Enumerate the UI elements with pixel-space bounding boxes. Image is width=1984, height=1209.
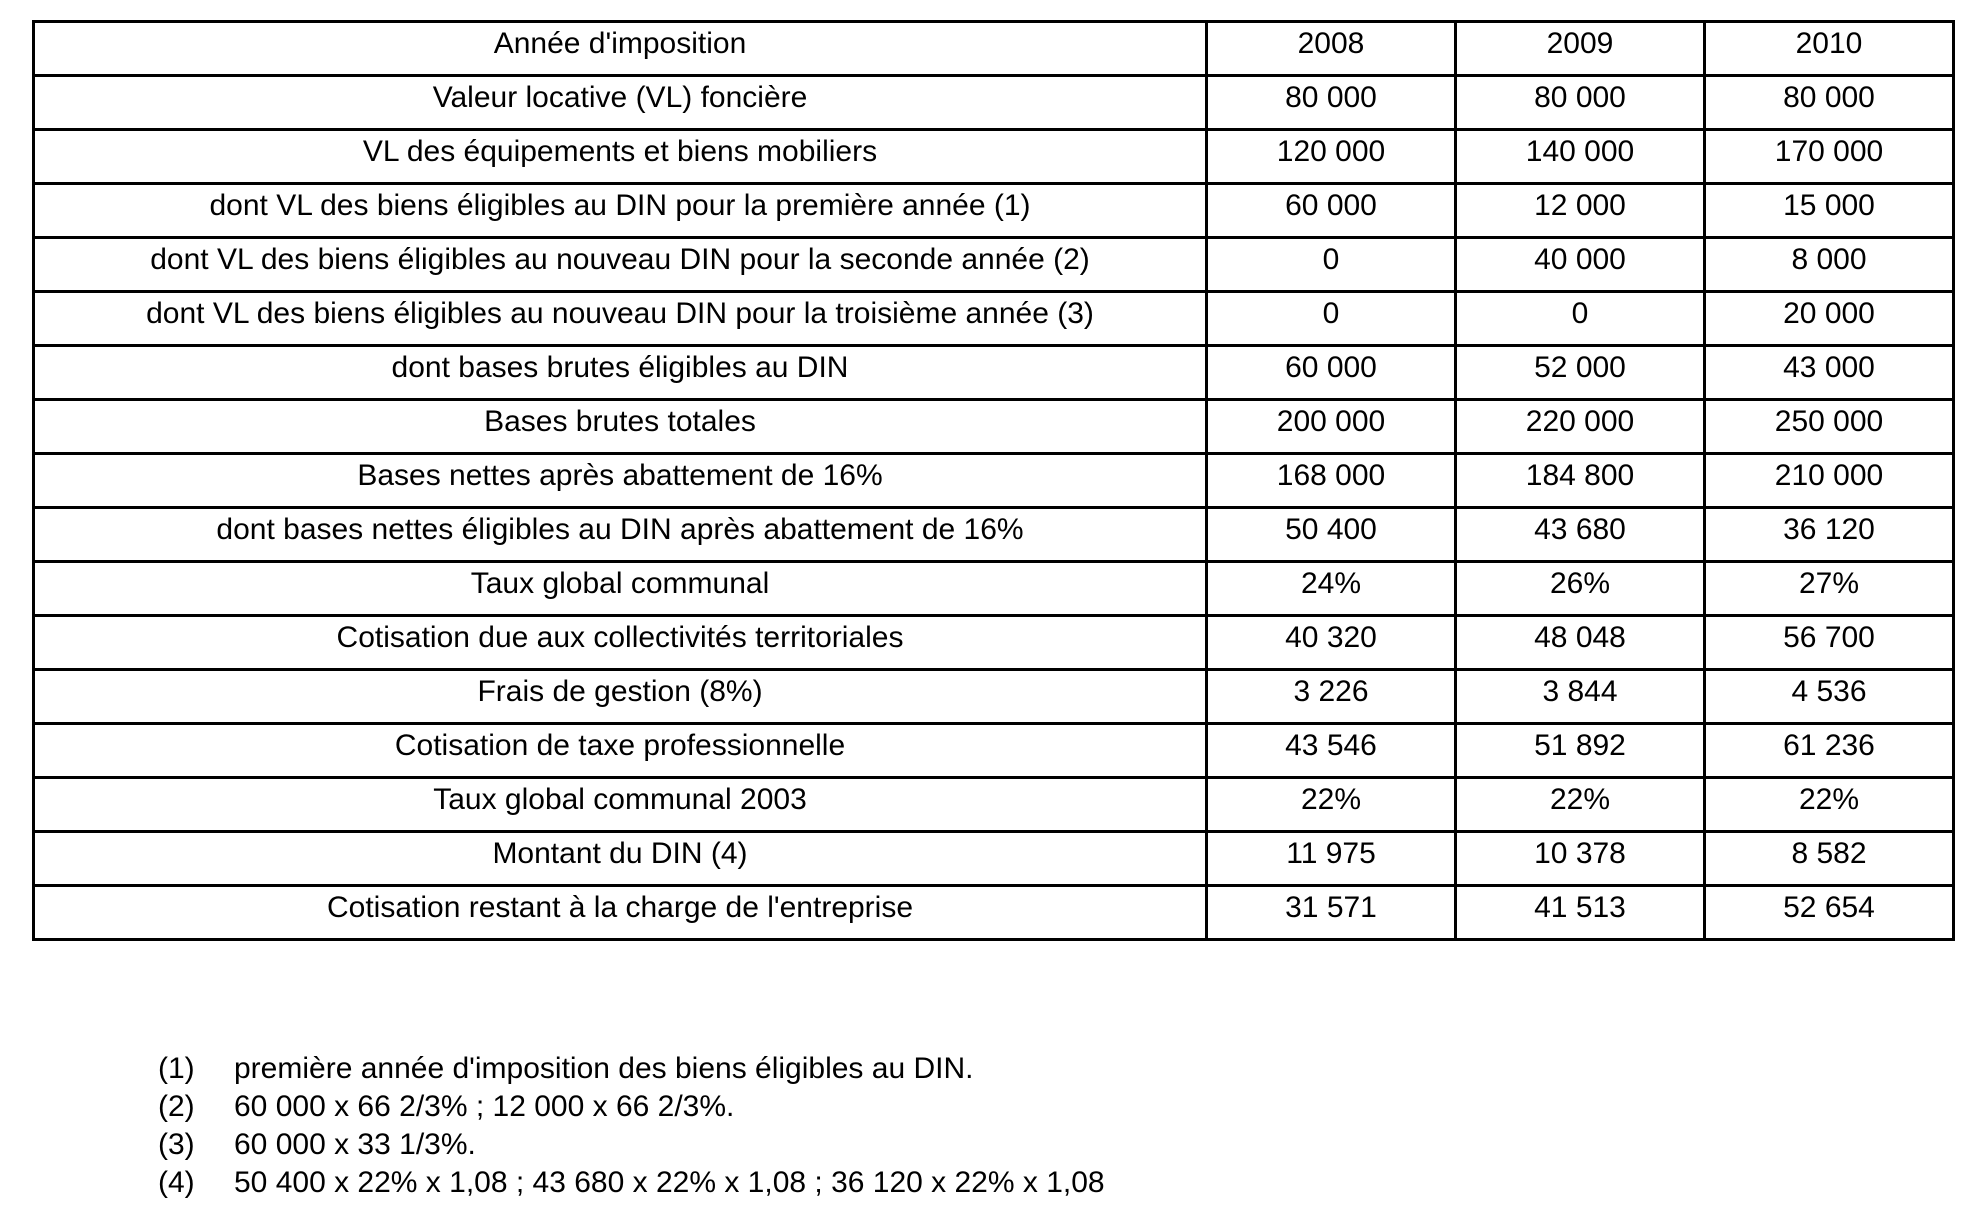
header-year-cell: 2009 [1456,22,1705,76]
row-label-cell: Taux global communal [34,562,1207,616]
value-cell: 80 000 [1705,76,1954,130]
value-cell: 41 513 [1456,886,1705,940]
row-label-cell: Bases brutes totales [34,400,1207,454]
value-cell: 56 700 [1705,616,1954,670]
value-cell: 4 536 [1705,670,1954,724]
value-cell: 250 000 [1705,400,1954,454]
table-row [34,724,1954,778]
table-row [34,886,1954,940]
footnote-number: (2) [158,1090,195,1123]
value-cell: 80 000 [1456,76,1705,130]
footnote [158,1126,1918,1164]
tax-calculation-table [32,20,1955,941]
row-label-cell: dont VL des biens éligibles au nouveau DIN pour la troisième année (3) [34,292,1207,346]
footnote-text: 60 000 x 33 1/3%. [234,1128,476,1161]
header-label-cell: Année d'imposition [34,22,1207,76]
value-cell: 43 680 [1456,508,1705,562]
value-cell: 220 000 [1456,400,1705,454]
footnote-number: (4) [158,1166,195,1199]
value-cell: 170 000 [1705,130,1954,184]
row-label-cell: dont VL des biens éligibles au nouveau DIN pour la seconde année (2) [34,238,1207,292]
value-cell: 43 000 [1705,346,1954,400]
value-cell: 80 000 [1207,76,1456,130]
value-cell: 200 000 [1207,400,1456,454]
value-cell: 51 892 [1456,724,1705,778]
row-label-cell: Cotisation due aux collectivités territoriales [34,616,1207,670]
value-cell: 52 000 [1456,346,1705,400]
table-row [34,184,1954,238]
value-cell: 31 571 [1207,886,1456,940]
value-cell: 3 226 [1207,670,1456,724]
row-label-cell: Cotisation de taxe professionnelle [34,724,1207,778]
value-cell: 48 048 [1456,616,1705,670]
value-cell: 3 844 [1456,670,1705,724]
row-label-cell: dont bases nettes éligibles au DIN après abattement de 16% [34,508,1207,562]
footnote-text: 60 000 x 66 2/3% ; 12 000 x 66 2/3%. [234,1090,735,1123]
footnotes [158,1050,1918,1202]
footnote-number: (1) [158,1052,195,1085]
footnote [158,1050,1918,1088]
row-label-cell: Montant du DIN (4) [34,832,1207,886]
header-year-cell: 2008 [1207,22,1456,76]
table-row [34,292,1954,346]
row-label-cell: VL des équipements et biens mobiliers [34,130,1207,184]
value-cell: 140 000 [1456,130,1705,184]
value-cell: 50 400 [1207,508,1456,562]
row-label-cell: dont VL des biens éligibles au DIN pour la première année (1) [34,184,1207,238]
value-cell: 22% [1207,778,1456,832]
value-cell: 184 800 [1456,454,1705,508]
value-cell: 60 000 [1207,184,1456,238]
value-cell: 210 000 [1705,454,1954,508]
value-cell: 168 000 [1207,454,1456,508]
row-label-cell: Valeur locative (VL) foncière [34,76,1207,130]
table-row [34,346,1954,400]
table-header-row [34,22,1954,76]
footnote [158,1164,1918,1202]
table-row [34,130,1954,184]
row-label-cell: Taux global communal 2003 [34,778,1207,832]
value-cell: 0 [1207,292,1456,346]
value-cell: 120 000 [1207,130,1456,184]
value-cell: 8 000 [1705,238,1954,292]
table-row [34,454,1954,508]
value-cell: 11 975 [1207,832,1456,886]
header-year-cell: 2010 [1705,22,1954,76]
value-cell: 10 378 [1456,832,1705,886]
footnote [158,1088,1918,1126]
value-cell: 22% [1705,778,1954,832]
table-row [34,400,1954,454]
table-row [34,562,1954,616]
value-cell: 8 582 [1705,832,1954,886]
value-cell: 26% [1456,562,1705,616]
table-row [34,616,1954,670]
table-row [34,238,1954,292]
value-cell: 0 [1456,292,1705,346]
table-row [34,832,1954,886]
value-cell: 40 320 [1207,616,1456,670]
value-cell: 22% [1456,778,1705,832]
footnote-number: (3) [158,1128,195,1161]
value-cell: 36 120 [1705,508,1954,562]
footnote-text: première année d'imposition des biens éligibles au DIN. [234,1052,974,1085]
value-cell: 60 000 [1207,346,1456,400]
row-label-cell: Cotisation restant à la charge de l'entreprise [34,886,1207,940]
row-label-cell: dont bases brutes éligibles au DIN [34,346,1207,400]
table-row [34,76,1954,130]
value-cell: 43 546 [1207,724,1456,778]
value-cell: 0 [1207,238,1456,292]
value-cell: 15 000 [1705,184,1954,238]
value-cell: 52 654 [1705,886,1954,940]
value-cell: 20 000 [1705,292,1954,346]
table-row [34,670,1954,724]
value-cell: 40 000 [1456,238,1705,292]
table-row [34,508,1954,562]
table-row [34,778,1954,832]
value-cell: 61 236 [1705,724,1954,778]
row-label-cell: Frais de gestion (8%) [34,670,1207,724]
row-label-cell: Bases nettes après abattement de 16% [34,454,1207,508]
value-cell: 27% [1705,562,1954,616]
value-cell: 12 000 [1456,184,1705,238]
value-cell: 24% [1207,562,1456,616]
footnote-text: 50 400 x 22% x 1,08 ; 43 680 x 22% x 1,08 ; 36 120 x 22% x 1,08 [234,1166,1105,1199]
